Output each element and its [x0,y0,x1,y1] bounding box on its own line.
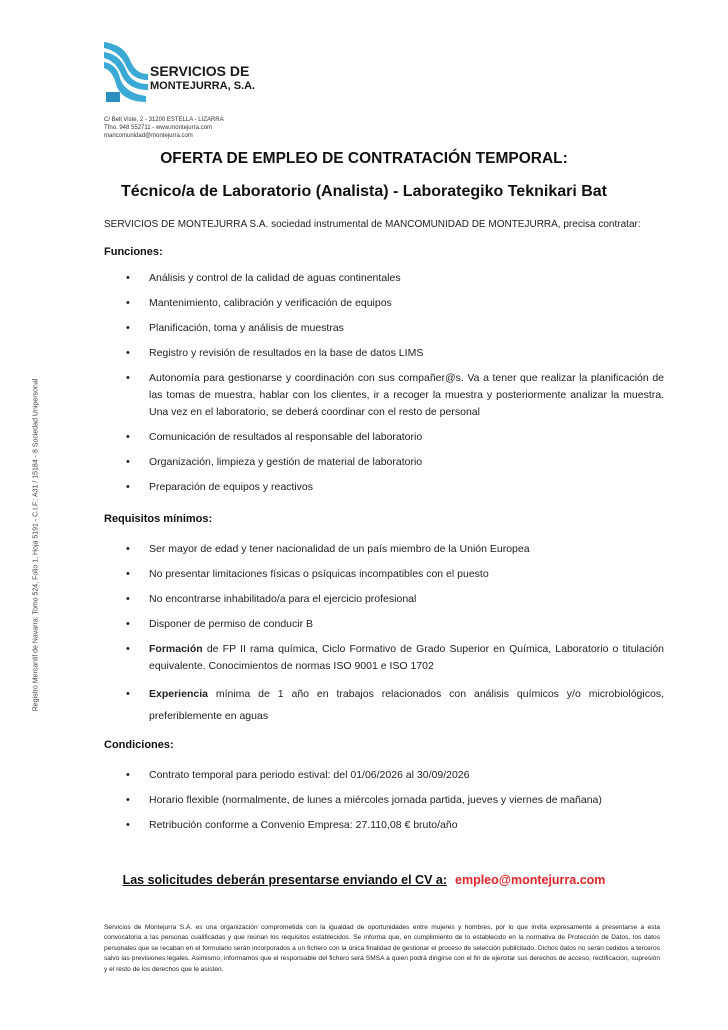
list-item: • Ser mayor de edad y tener nacionalidad de un país miembro de la Unión Europea [104,541,664,558]
list-item: • Disponer de permiso de conducir B [104,616,664,633]
legal-notice: Servicios de Montejurra S.A. es una organización comprometida con la igualdad de oportunidades entre mujeres y hombres, por lo que invita expresamente a presentarse a esta convocatoria a las personas cualificadas y que reúnan los requisitos establecidos. Se informa que, en cumplimiento de lo establecido en la normativa de Protección de Datos, los datos personales que se recaban en el formulario serán incorporados a un fichero con la única finalidad de gestionar el proceso de selección publicitado. Dichos datos no serán cedidos a terceros salvo las previsiones legales. Asimismo, informamos que el responsable del fichero será SMSA a quien podrá dirigirse con el fin de ejercitar sus derechos de acceso, rectificación, supresión y el resto de los derechos que le asisten. [104,924,660,973]
company-name [150,64,255,94]
phone-web-line: Tfno. 948 552711 - www.montejurra.com [104,125,212,131]
list-item-formacion [104,641,664,675]
list-item: • Análisis y control de la calidad de aguas continentales [104,270,664,287]
list-item: • Horario flexible (normalmente, de lunes a miércoles jornada partida, jueves y viernes de mañana) [104,792,664,809]
requisitos-list [104,541,664,735]
company-name-line2: MONTEJURRA, S.A. [150,80,256,92]
application-line [0,873,728,887]
formacion-keyword: Formación [149,643,203,655]
formacion-text: de FP II rama química, Ciclo Formativo de Grado Superior en Química, Laboratorio o titulación equivalente. Conocimientos de normas ISO 9001 e ISO 1702 [149,643,664,672]
company-name-line1: SERVICIOS DE [150,63,250,79]
experiencia-text: mínima de 1 año en trabajos relacionados con análisis químicos y/o microbiológicos, preferiblemente en aguas [149,688,664,722]
list-item: • Organización, limpieza y gestión de material de laboratorio [104,454,664,471]
company-logo [100,40,150,104]
application-email-link[interactable]: empleo@montejurra.com [455,873,606,887]
company-address [104,116,224,140]
list-item: • Mantenimiento, calibración y verificación de equipos [104,295,664,312]
list-item: • Comunicación de resultados al responsable del laboratorio [104,429,664,446]
intro-text: SERVICIOS DE MONTEJURRA S.A. sociedad instrumental de MANCOMUNIDAD DE MONTEJURRA, precisa contratar: [104,219,641,230]
registry-note: Registro Mercantil de Navarra: Tomo 524, Folio 1, Hoja 5191 - C.I.F.: A31 / 15184 - 8 Sociedad Unipersonal [32,378,40,712]
list-item: • Planificación, toma y análisis de muestras [104,320,664,337]
email-line: mancomunidad@montejurra.com [104,133,193,139]
funciones-list [104,270,664,504]
list-item-experiencia [104,683,664,727]
list-item: • Contrato temporal para periodo estival: del 01/06/2026 al 30/09/2026 [104,767,664,784]
list-item: • Retribución conforme a Convenio Empresa: 27.110,08 € bruto/año [104,817,664,834]
page-title: OFERTA DE EMPLEO DE CONTRATACIÓN TEMPORAL: [160,150,568,167]
list-item: • No presentar limitaciones físicas o psíquicas incompatibles con el puesto [104,566,664,583]
list-item: • Preparación de equipos y reactivos [104,479,664,496]
address-line: C/ Bell Viste, 2 - 31200 ESTELLA - LIZARRA [104,117,224,123]
list-item: • Autonomía para gestionarse y coordinación con sus compañer@s. Va a tener que realizar la planificación de las tomas de muestra, hablar con los clientes, ir a recoger la muestra y posteriormente analizar la muestra. Una vez en el laboratorio, se deberá coordinar con el resto de personal [104,370,664,421]
condiciones-list [104,767,664,842]
job-title: Técnico/a de Laboratorio (Analista) - Laborategiko Teknikari Bat [120,183,608,200]
funciones-heading: Funciones: [104,246,163,258]
list-item: • Registro y revisión de resultados en la base de datos LIMS [104,345,664,362]
condiciones-heading: Condiciones: [104,739,174,751]
requisitos-heading: Requisitos mínimos: [104,513,213,525]
list-item: • No encontrarse inhabilitado/a para el ejercicio profesional [104,591,664,608]
application-label: Las solicitudes deberán presentarse enviando el CV a: [122,873,447,887]
experiencia-keyword: Experiencia [149,688,208,700]
